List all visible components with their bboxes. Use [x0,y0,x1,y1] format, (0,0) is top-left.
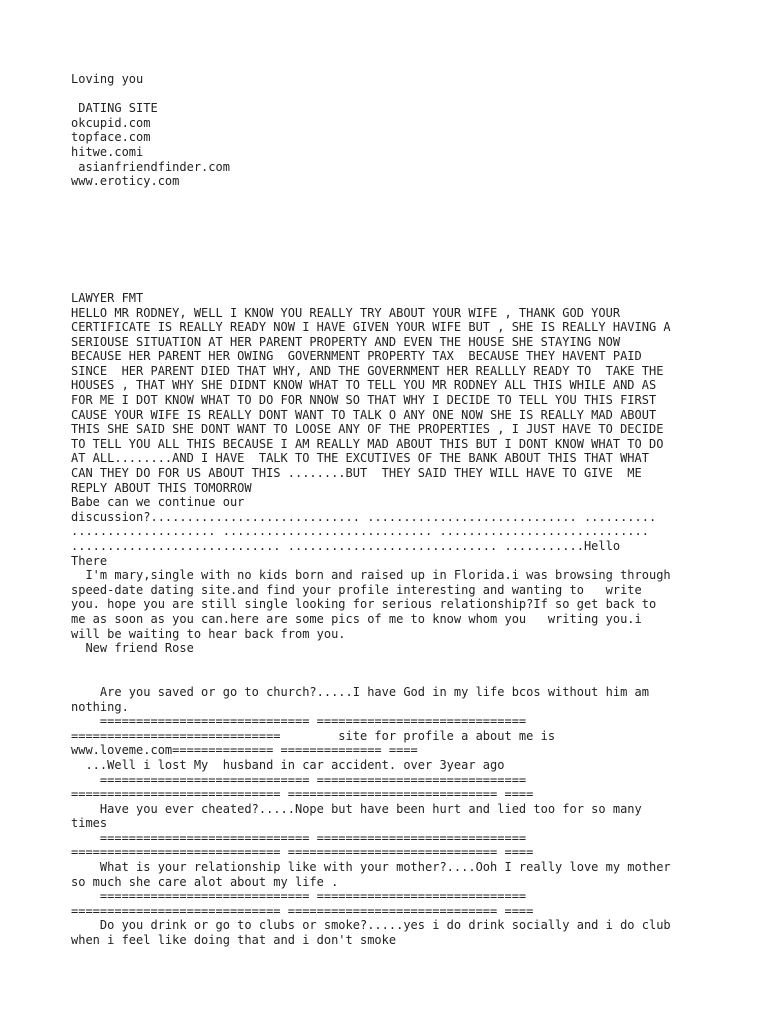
body-text-line: Do you drink or go to clubs or smoke?.....yes i do drink socially and i do club [71,918,671,933]
body-text-line: AT ALL........AND I HAVE TALK TO THE EXCUTIVES OF THE BANK ABOUT THIS THAT WHAT [71,451,649,466]
body-text-line: HOUSES , THAT WHY SHE DIDNT KNOW WHAT TO TELL YOU MR RODNEY ALL THIS WHILE AND AS [71,378,657,393]
body-text-line: ============================= ============================= [71,830,527,845]
body-text-line [71,670,711,685]
body-text-line: HELLO MR RODNEY, WELL I KNOW YOU REALLY TRY ABOUT YOUR WIFE , THANK GOD YOUR [71,305,621,320]
body-text-line: www.loveme.com============== ============== ==== [71,743,418,758]
header-text-line [71,189,711,204]
header-section [71,72,711,291]
header-text-line [71,262,711,277]
body-text-line: ...Well i lost My husband in car accident. over 3year ago [71,757,505,772]
body-text-line: REPLY ABOUT THIS TOMORROW [71,480,252,495]
body-section [71,291,711,948]
body-text-line: Babe can we continue our [71,495,245,510]
body-text-line: ============================= ============================= ==== [71,787,534,802]
body-text-line: CAUSE YOUR WIFE IS REALLY DONT WANT TO TALK O ANY ONE NOW SHE IS REALLY MAD ABOUT [71,407,657,422]
body-text-line: THIS SHE SAID SHE DONT WANT TO LOOSE ANY OF THE PROPERTIES , I JUST HAVE TO DECIDE [71,422,664,437]
body-text-line: New friend Rose [71,641,194,656]
body-text-line: TO TELL YOU ALL THIS BECAUSE I AM REALLY MAD ABOUT THIS BUT I DONT KNOW WHAT TO DO [71,436,664,451]
header-text-line: asianfriendfinder.com [71,159,230,174]
body-text-line: Are you saved or go to church?.....I have God in my life bcos without him am [71,684,649,699]
body-text-line: SINCE HER PARENT DIED THAT WHY, AND THE GOVERNMENT HER REALLLY READY TO TAKE THE [71,363,664,378]
body-text-line: .................... ............................. ............................. [71,524,649,539]
header-text-line [71,87,711,102]
body-text-line: times [71,816,108,831]
body-text-line: me as soon as you can.here are some pics of me to know whom you writing you.i [71,611,642,626]
body-text-line: so much she care alot about my life . [71,874,339,889]
header-text-line: hitwe.comi [71,144,144,159]
header-text-line: okcupid.com [71,115,151,130]
body-text-line: nothing. [71,699,129,714]
header-text-line [71,247,711,262]
body-text-line: ============================= ============================= ==== [71,903,534,918]
header-text-line: www.eroticy.com [71,174,180,189]
header-text-line [71,233,711,248]
body-text-line: There [71,553,108,568]
body-text-line: ............................. ............................. ...........Hello [71,539,621,553]
body-text-line: ============================= ============================= ==== [71,845,534,860]
body-text-line: LAWYER FMT [71,290,144,305]
header-text-line: DATING SITE [71,101,158,116]
header-text-line [71,218,711,233]
header-text-line: Loving you [71,72,144,86]
body-text-line: will be waiting to hear back from you. [71,626,346,641]
body-text-line: ============================= ============================= [71,714,527,729]
body-text-line: you. hope you are still single looking for serious relationship?If so get back to [71,597,657,612]
body-text-line: SERIOUSE SITUATION AT HER PARENT PROPERTY AND EVEN THE HOUSE SHE STAYING NOW [71,334,621,349]
body-text-line: when i feel like doing that and i don't smoke [71,933,397,948]
body-text-line: What is your relationship like with your mother?....Ooh I really love my mother [71,860,671,875]
body-text-line: speed-date dating site.and find your profile interesting and wanting to write [71,582,642,597]
body-text-line: discussion?............................. ............................. .......... [71,509,657,524]
body-text-line: ============================= ============================= [71,889,527,904]
header-text-line: topface.com [71,130,151,145]
body-text-line: CAN THEY DO FOR US ABOUT THIS ........BUT THEY SAID THEY WILL HAVE TO GIVE ME [71,466,642,481]
body-text-line: BECAUSE HER PARENT HER OWING GOVERNMENT PROPERTY TAX BECAUSE THEY HAVENT PAID [71,349,642,364]
document-page [71,72,711,948]
header-text-line [71,276,711,291]
body-text-line: FOR ME I DOT KNOW WHAT TO DO FOR NNOW SO THAT WHY I DECIDE TO TELL YOU THIS FIRST [71,393,657,408]
body-text-line: ============================= ============================= [71,772,527,787]
body-text-line: I'm mary,single with no kids born and raised up in Florida.i was browsing through [71,568,671,583]
body-text-line: Have you ever cheated?.....Nope but have been hurt and lied too for so many [71,801,642,816]
body-text-line: CERTIFICATE IS REALLY READY NOW I HAVE GIVEN YOUR WIFE BUT , SHE IS REALLY HAVING A [71,320,671,335]
body-text-line: ============================= site for profile a about me is [71,728,556,743]
header-text-line [71,203,711,218]
body-text-line [71,656,711,671]
